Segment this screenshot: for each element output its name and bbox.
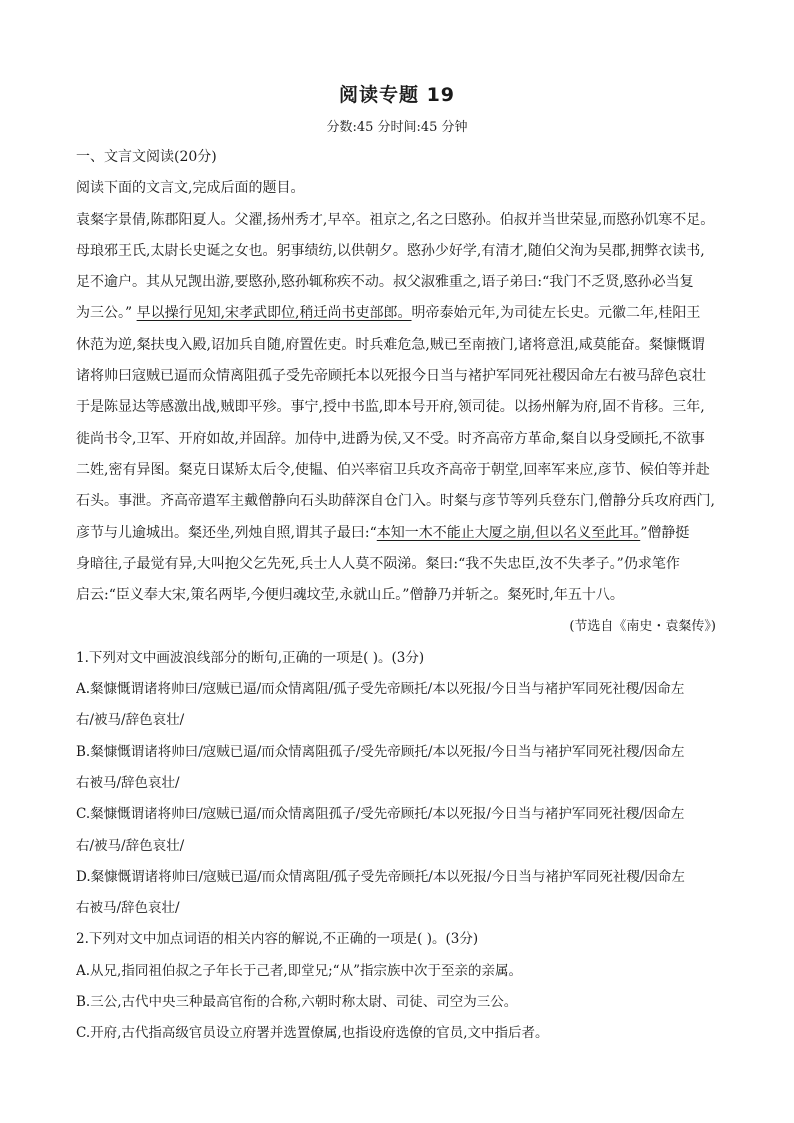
wavy-underlined-passage: 诸将帅曰寇贼已逼而众情离阻孤子受先帝顾托本以死报今日当与褚护军同死社稷因命左右被马辞色哀壮 (76, 368, 706, 385)
underlined-sentence: 早以操行见知,宋孝武即位,稍迁尚书吏部郎。 (136, 305, 412, 322)
passage-line: 于是陈显达等感激出战,贼即平殄。事宁,授中书监,即本号开府,领司徒。以扬州解为府,固不肯移。三年, (76, 399, 705, 416)
passage-text: 彦节与儿逾城出。粲还坐,列烛自照,谓其子最曰:“ (76, 524, 377, 541)
option-1d: D.粲慷慨谓诸将帅曰/寇贼已逼/而众情离阻/孤子受先帝顾托/本以死报/今日当与褚护军同死社稷/因命左 (76, 868, 685, 885)
option-1d-cont: 右被马/辞色哀壮/ (76, 900, 180, 917)
passage (76, 205, 718, 643)
question-1: 1.下列对文中画波浪线部分的断句,正确的一项是( )。(3分) (76, 649, 425, 666)
passage-text: ”僧静挺 (640, 524, 690, 541)
passage-line: 休范为逆,粲扶曳入殿,诏加兵自随,府置佐吏。时兵难危急,贼已至南掖门,诸将意沮,咸莫能奋。粲慷慨谓 (76, 336, 705, 353)
passage-line: 徙尚书令,卫军、开府如故,并固辞。加侍中,进爵为侯,又不受。时齐高帝方革命,粲自以身受顾托,不欲事 (76, 430, 705, 447)
document-page (76, 82, 718, 1050)
passage-line: 石头。事泄。齐高帝遣军主戴僧静向石头助薛深自仓门入。时粲与彦节等列兵登东门,僧静分兵攻府西门, (76, 493, 715, 510)
passage-text: 为三公。” (76, 305, 137, 322)
section-heading: 一、文言文阅读(20分) (76, 149, 217, 165)
option-2b: B.三公,古代中央三种最高官衔的合称,六朝时称太尉、司徒、司空为三公。 (76, 994, 518, 1011)
passage-line (76, 518, 718, 549)
passage-line: 身暗往,子最觉有异,大叫抱父乞先死,兵士人人莫不陨涕。粲曰:“我不失忠臣,汝不失孝子。”仍求笔作 (76, 555, 680, 572)
option-1c: C.粲慷慨谓诸将帅曰/寇贼已逼/而众情离阻孤子/受先帝顾托/本以死报/今日当与褚护军同死社稷/因命左 (76, 806, 685, 823)
passage-line: 母琅邪王氏,太尉长史诞之女也。躬事绩纺,以供朝夕。愍孙少好学,有清才,随伯父洵为吴郡,拥弊衣读书, (76, 242, 705, 259)
passage-line: 二姓,密有异图。粲克日谋矫太后令,使韫、伯兴率宿卫兵攻齐高帝于朝堂,回率军来应,彦节、候伯等并赴 (76, 461, 710, 478)
option-1c-cont: 右/被马/辞色哀壮/ (76, 837, 185, 854)
passage-source: (节选自《南史・袁粲传》) (569, 619, 716, 635)
option-2c: C.开府,古代指高级官员设立府署并选置僚属,也指设府选僚的官员,文中指后者。 (76, 1025, 549, 1042)
passage-line: 袁粲字景倩,陈郡阳夏人。父濯,扬州秀才,早卒。祖京之,名之曰愍孙。伯叔并当世荣显,而愍孙饥寒不足。 (76, 211, 715, 228)
question-2: 2.下列对文中加点词语的相关内容的解说,不正确的一项是( )。(3分) (76, 931, 479, 948)
underlined-sentence: 本知一木不能止大厦之崩,但以名义至此耳。 (376, 524, 641, 541)
passage-line: 启云:“臣义奉大宋,策名两毕,今便归魂坟茔,永就山丘。”僧静乃并斩之。粲死时,年五十八。 (76, 587, 624, 604)
instruction-text: 阅读下面的文言文,完成后面的题目。 (76, 180, 305, 197)
score-time-info: 分数:45 分时间:45 分钟 (326, 120, 468, 135)
questions (76, 643, 718, 1050)
option-1a: A.粲慷慨谓诸将帅曰/寇贼已逼/而众情离阻/孤子受先帝顾托/本以死报/今日当与褚护军同死社稷/因命左 (76, 681, 685, 698)
passage-line (76, 298, 718, 329)
option-2a: A.从兄,指同祖伯叔之子年长于己者,即堂兄;“从”指宗族中次于至亲的亲属。 (76, 962, 522, 979)
page-title: 阅读专题 19 (338, 84, 456, 106)
option-1a-cont: 右/被马/辞色哀壮/ (76, 712, 185, 729)
passage-line: 足不逾户。其从兄觊出游,要愍孙,愍孙辄称疾不动。叔父淑雅重之,语子弟曰:“我门不乏贤,愍孙必当复 (76, 274, 694, 291)
passage-text: 明帝泰始元年,为司徒左长史。元徽二年,桂阳王 (411, 305, 701, 322)
option-1b-cont: 右被马/辞色哀壮/ (76, 774, 180, 791)
option-1b: B.粲慷慨谓诸将帅曰/寇贼已逼/而众情离阻孤子/受先帝顾托/本以死报/今日当与褚护军同死社稷/因命左 (76, 743, 685, 760)
